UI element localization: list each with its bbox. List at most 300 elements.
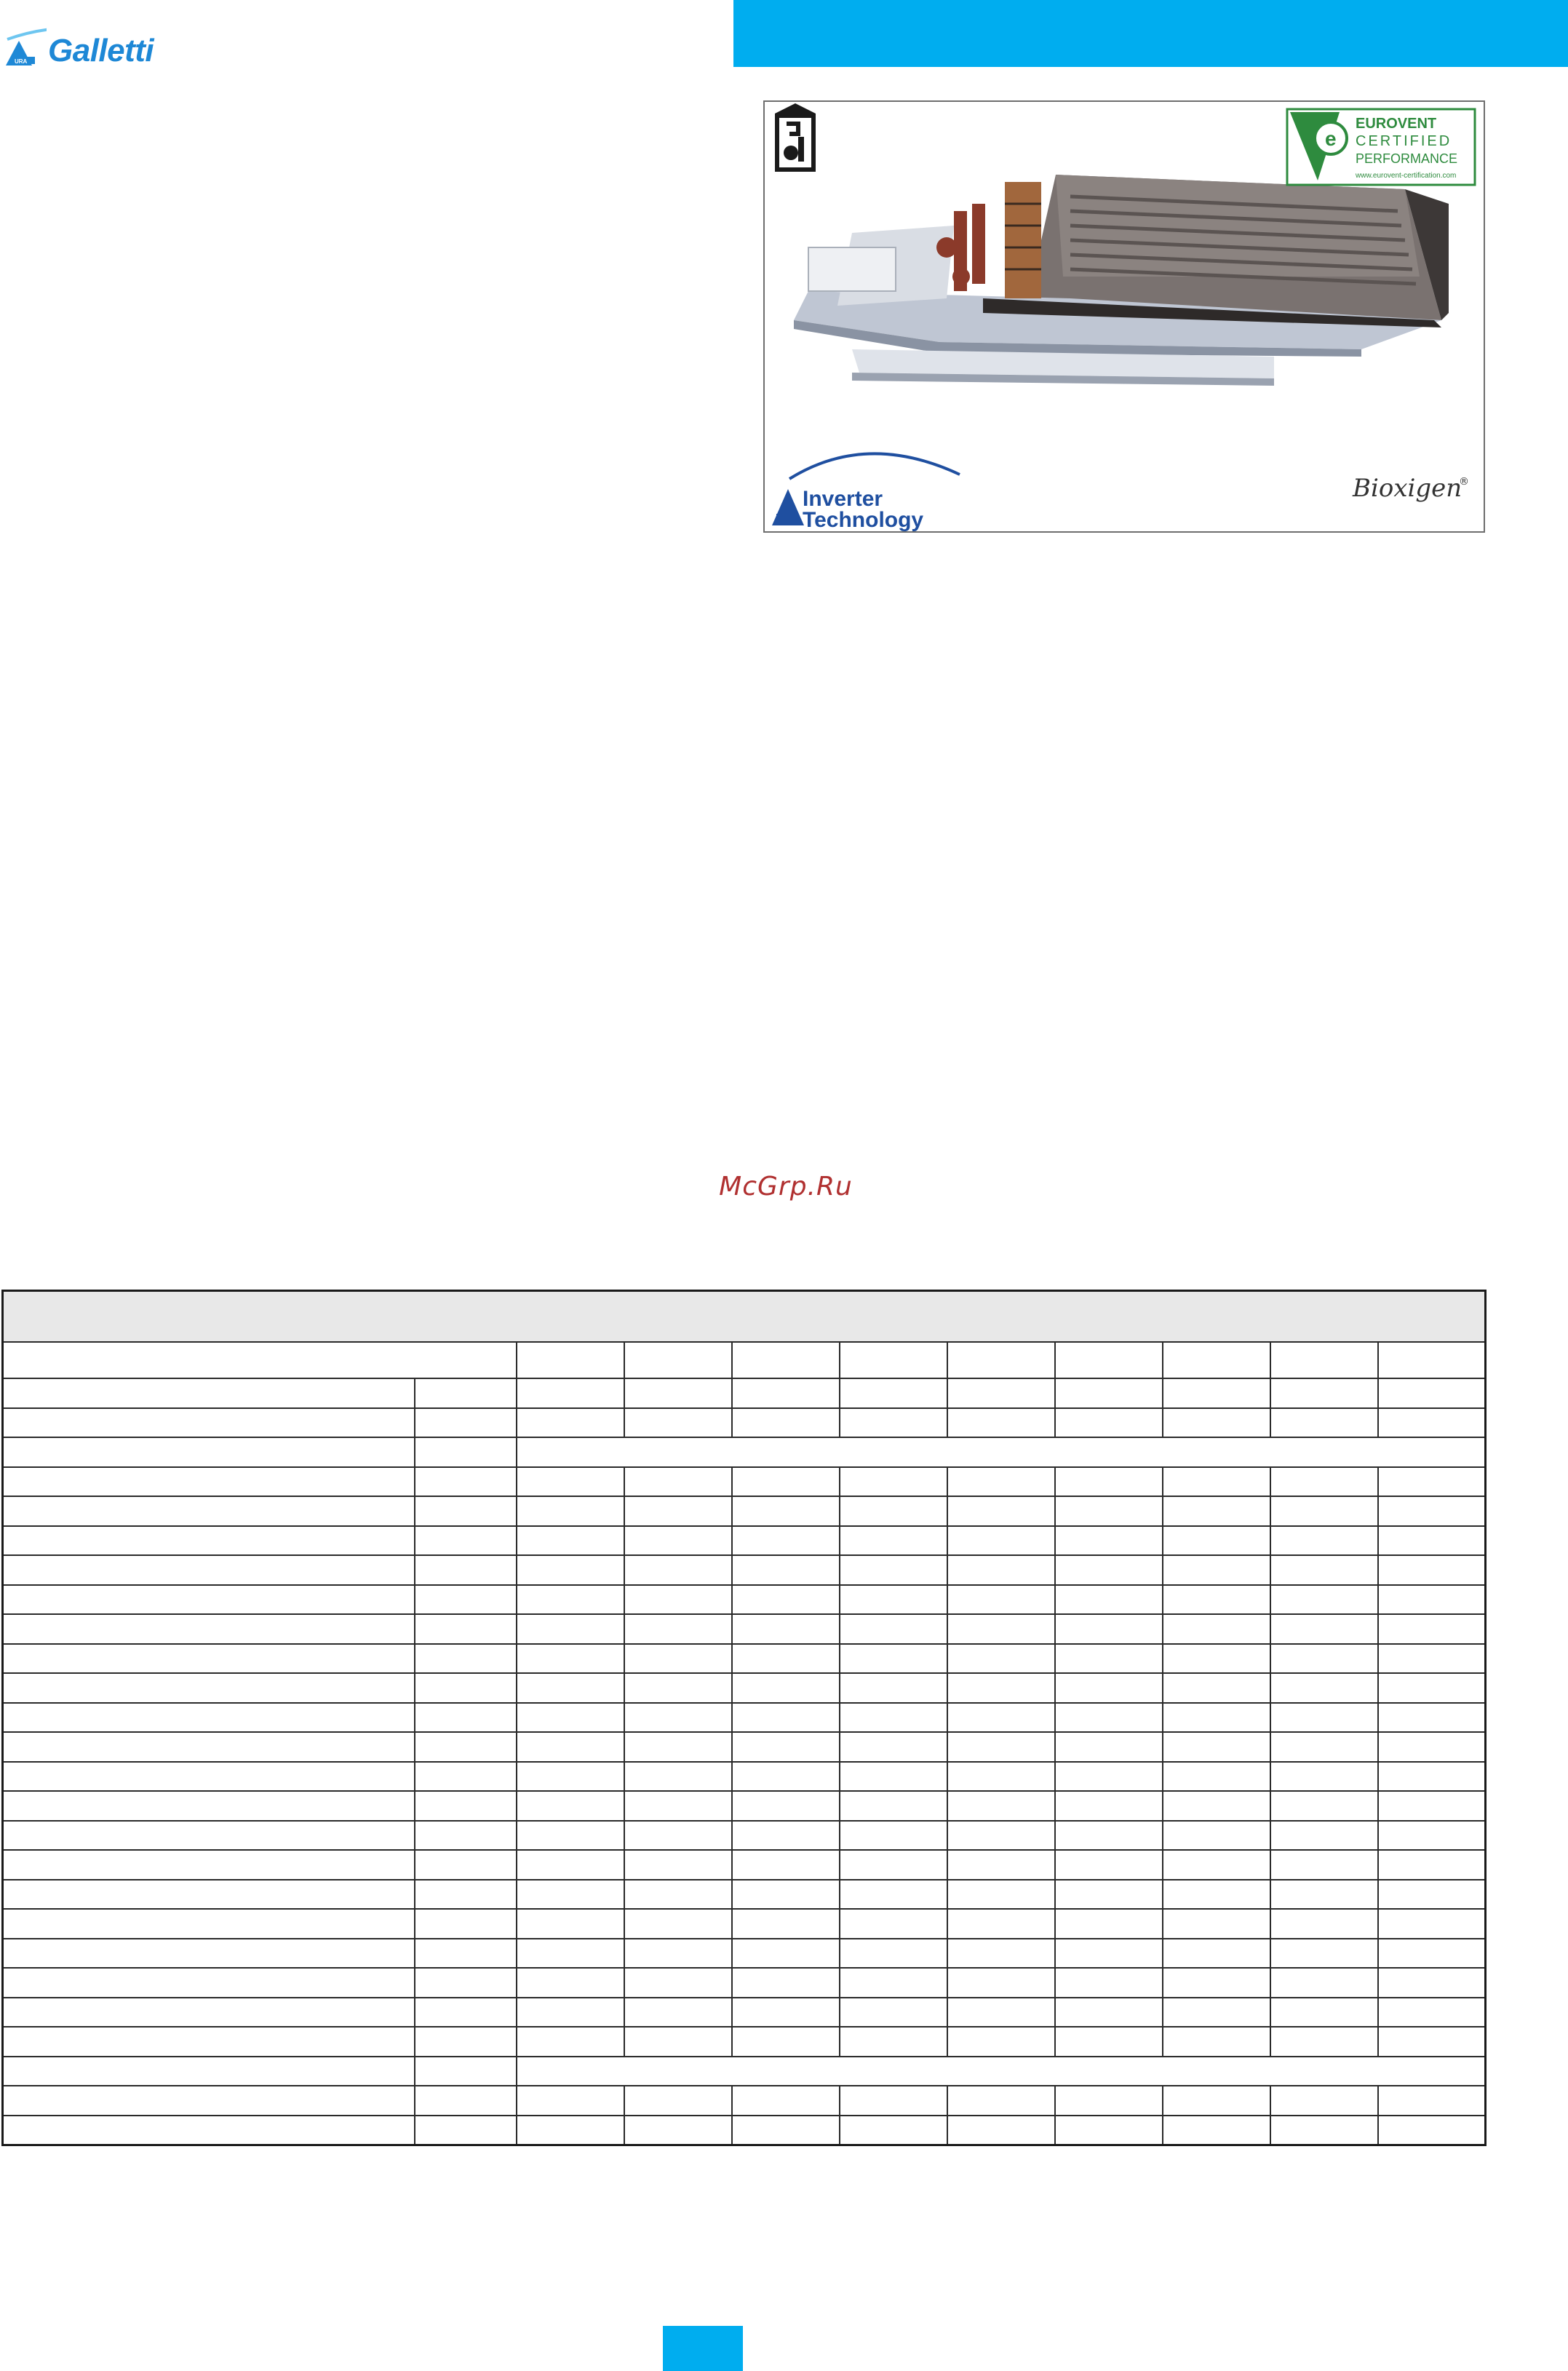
row-value-cell <box>947 2086 1055 2116</box>
table-row <box>3 1526 1486 1556</box>
row-unit-cell <box>415 1939 517 1969</box>
row-value-cell <box>1163 1732 1270 1762</box>
row-value-cell <box>1378 1644 1486 1674</box>
row-value-cell <box>624 1732 732 1762</box>
row-unit-cell <box>415 1791 517 1821</box>
row-value-cell <box>1378 1526 1486 1556</box>
row-value-cell <box>1378 1998 1486 2028</box>
product-photo <box>763 100 1485 533</box>
row-label-cell <box>3 1408 415 1438</box>
row-value-cell <box>1163 1968 1270 1998</box>
row-value-cell <box>1378 1821 1486 1851</box>
row-value-cell <box>1378 1909 1486 1939</box>
row-value-cell <box>624 1673 732 1703</box>
row-value-cell <box>947 1909 1055 1939</box>
row-unit-cell <box>415 1378 517 1408</box>
row-value-cell <box>1055 1408 1163 1438</box>
row-value-cell <box>624 1703 732 1733</box>
row-value-cell <box>947 1614 1055 1644</box>
row-unit-cell <box>415 1408 517 1438</box>
row-value-cell <box>624 1585 732 1615</box>
row-unit-cell <box>415 1703 517 1733</box>
row-value-cell <box>1270 1614 1378 1644</box>
row-unit-cell <box>415 1762 517 1792</box>
row-value-cell <box>840 1614 947 1644</box>
row-unit-cell <box>415 1437 517 1467</box>
row-value-cell <box>1055 1378 1163 1408</box>
eurovent-line1: EUROVENT <box>1356 116 1437 132</box>
row-value-cell <box>517 1909 624 1939</box>
row-value-cell <box>517 1526 624 1556</box>
row-value-cell <box>624 1821 732 1851</box>
table-row <box>3 1496 1486 1526</box>
row-value-cell <box>732 1880 840 1910</box>
row-value-cell <box>732 1467 840 1497</box>
table-row <box>3 1821 1486 1851</box>
row-value-cell <box>947 1526 1055 1556</box>
row-label-cell <box>3 1909 415 1939</box>
row-value-cell <box>624 1791 732 1821</box>
row-value-cell <box>517 2027 624 2057</box>
row-label-cell <box>3 1467 415 1497</box>
row-value-cell <box>840 1968 947 1998</box>
row-value-cell <box>1055 1732 1163 1762</box>
model-cell <box>1270 1342 1378 1378</box>
row-label-cell <box>3 2116 415 2145</box>
row-value-cell <box>1163 1880 1270 1910</box>
row-value-cell <box>1270 2116 1378 2145</box>
row-value-cell <box>517 1850 624 1880</box>
row-value-cell <box>1055 2027 1163 2057</box>
row-value-cell <box>840 1496 947 1526</box>
row-value-cell <box>732 1909 840 1939</box>
row-value-cell <box>517 1791 624 1821</box>
row-label-cell <box>3 1378 415 1408</box>
table-title <box>3 1291 1486 1343</box>
row-value-cell <box>1055 1585 1163 1615</box>
row-value-cell <box>517 1998 624 2028</box>
row-value-cell <box>947 1850 1055 1880</box>
row-value-cell <box>732 1614 840 1644</box>
row-value-cell <box>1055 1939 1163 1969</box>
row-value-cell <box>947 2027 1055 2057</box>
row-value-cell <box>517 1467 624 1497</box>
row-value-cell <box>732 1732 840 1762</box>
row-value-cell <box>624 2086 732 2116</box>
row-value-cell <box>1163 1791 1270 1821</box>
row-value-cell <box>624 1378 732 1408</box>
row-value-cell <box>1270 1968 1378 1998</box>
row-value-cell <box>1055 2086 1163 2116</box>
row-value-cell <box>1055 1526 1163 1556</box>
row-value-cell <box>517 2116 624 2145</box>
table-row <box>3 1880 1486 1910</box>
row-value-cell <box>732 1703 840 1733</box>
row-value-cell <box>732 1526 840 1556</box>
page-number-tab <box>663 2326 743 2371</box>
row-value-cell <box>732 1939 840 1969</box>
table-row <box>3 1762 1486 1792</box>
row-value-cell <box>1055 1850 1163 1880</box>
row-unit-cell <box>415 1614 517 1644</box>
row-value-cell <box>1378 1408 1486 1438</box>
row-value-cell <box>624 1555 732 1585</box>
row-value-cell <box>1055 1880 1163 1910</box>
row-value-cell <box>1163 1408 1270 1438</box>
row-value-cell <box>1055 1555 1163 1585</box>
row-value-cell <box>517 1703 624 1733</box>
row-value-cell <box>840 1732 947 1762</box>
row-unit-cell <box>415 1496 517 1526</box>
row-value-cell <box>1270 1939 1378 1969</box>
row-value-cell <box>624 1850 732 1880</box>
row-label-cell <box>3 1968 415 1998</box>
model-cell <box>517 1342 624 1378</box>
row-value-cell <box>1378 1673 1486 1703</box>
row-value-cell <box>1378 1939 1486 1969</box>
row-value-cell <box>732 2116 840 2145</box>
model-cell <box>624 1342 732 1378</box>
row-value-cell <box>1378 2027 1486 2057</box>
row-value-cell <box>1163 1939 1270 1969</box>
row-value-cell <box>1055 1673 1163 1703</box>
row-value-cell <box>732 1821 840 1851</box>
row-value-cell <box>1378 1496 1486 1526</box>
watermark: McGrp.Ru <box>719 1172 853 1202</box>
row-value-cell <box>840 1939 947 1969</box>
row-value-cell <box>1163 2027 1270 2057</box>
row-unit-cell <box>415 1850 517 1880</box>
row-label-cell <box>3 1673 415 1703</box>
row-value-cell <box>1163 1673 1270 1703</box>
row-value-cell <box>840 1703 947 1733</box>
model-cell <box>947 1342 1055 1378</box>
row-value-cell <box>732 1850 840 1880</box>
installation-class-icon <box>775 103 816 172</box>
row-value-cell <box>1378 1378 1486 1408</box>
row-value-cell <box>1163 1614 1270 1644</box>
header-label-cell <box>3 1342 517 1378</box>
row-value-cell <box>517 1939 624 1969</box>
row-value-cell <box>1378 2086 1486 2116</box>
table-row <box>3 1673 1486 1703</box>
row-label-cell <box>3 1614 415 1644</box>
row-value-cell <box>840 2116 947 2145</box>
row-unit-cell <box>415 2057 517 2086</box>
row-value-cell <box>1163 1467 1270 1497</box>
row-value-cell <box>1378 1555 1486 1585</box>
row-value-cell <box>1163 1644 1270 1674</box>
row-value-cell <box>624 1614 732 1644</box>
row-label-cell <box>3 2057 415 2086</box>
row-value-cell <box>947 1880 1055 1910</box>
row-value-cell <box>947 1703 1055 1733</box>
row-value-cell <box>840 1998 947 2028</box>
row-value-cell <box>1163 1762 1270 1792</box>
row-unit-cell <box>415 1821 517 1851</box>
row-unit-cell <box>415 1585 517 1615</box>
row-value-cell <box>1270 1791 1378 1821</box>
table-row <box>3 1555 1486 1585</box>
row-label-cell <box>3 1732 415 1762</box>
row-label-cell <box>3 1880 415 1910</box>
row-value-cell <box>624 1939 732 1969</box>
row-value-cell <box>840 1555 947 1585</box>
row-value-cell <box>517 1614 624 1644</box>
fan-coil-unit-image <box>794 175 1449 386</box>
row-value-cell <box>1163 1496 1270 1526</box>
row-value-cell <box>947 2116 1055 2145</box>
row-value-cell <box>840 1880 947 1910</box>
model-cell <box>840 1342 947 1378</box>
row-value-cell <box>1378 1762 1486 1792</box>
row-value-cell <box>840 1762 947 1792</box>
row-value-cell <box>624 2027 732 2057</box>
row-value-cell <box>1378 1880 1486 1910</box>
row-value-cell <box>517 1968 624 1998</box>
row-value-cell <box>1378 2116 1486 2145</box>
eurovent-url: www.eurovent-certification.com <box>1356 172 1457 180</box>
row-value-cell <box>732 2027 840 2057</box>
row-value-cell <box>517 1762 624 1792</box>
row-value-cell <box>1270 1496 1378 1526</box>
row-value-cell <box>732 1585 840 1615</box>
row-value-cell <box>1163 2086 1270 2116</box>
inverter-technology-badge <box>772 453 960 531</box>
table-row <box>3 1939 1486 1969</box>
inverter-line2: Technology <box>803 508 924 531</box>
table-row <box>3 1998 1486 2028</box>
row-unit-cell <box>415 1732 517 1762</box>
row-unit-cell <box>415 1467 517 1497</box>
row-value-cell <box>947 1408 1055 1438</box>
table-body <box>3 1342 1486 2145</box>
row-value-cell <box>1270 2086 1378 2116</box>
table-row <box>3 1850 1486 1880</box>
row-value-cell <box>1270 2027 1378 2057</box>
row-value-cell <box>624 1467 732 1497</box>
row-value-cell <box>1270 1703 1378 1733</box>
row-value-cell <box>732 1644 840 1674</box>
table-row <box>3 2027 1486 2057</box>
model-cell <box>1163 1342 1270 1378</box>
row-value-cell <box>732 1968 840 1998</box>
row-value-cell <box>947 1998 1055 2028</box>
row-value-cell <box>1378 1467 1486 1497</box>
row-value-cell <box>517 1555 624 1585</box>
row-value-cell <box>1055 1791 1163 1821</box>
table-row <box>3 2116 1486 2145</box>
row-value-cell <box>1270 1555 1378 1585</box>
row-value-cell <box>1055 1467 1163 1497</box>
row-unit-cell <box>415 1644 517 1674</box>
row-value-cell <box>1270 1585 1378 1615</box>
row-value-cell <box>1163 1909 1270 1939</box>
row-unit-cell <box>415 1968 517 1998</box>
specification-table <box>1 1290 1487 2146</box>
row-value-cell <box>1270 1762 1378 1792</box>
model-cell <box>1378 1342 1486 1378</box>
row-value-cell <box>840 1644 947 1674</box>
row-value-cell <box>1163 1585 1270 1615</box>
row-value-cell <box>732 1408 840 1438</box>
row-merged-value-cell <box>517 1437 1486 1467</box>
row-value-cell <box>840 2086 947 2116</box>
row-label-cell <box>3 2027 415 2057</box>
row-value-cell <box>1270 1526 1378 1556</box>
row-value-cell <box>947 1644 1055 1674</box>
row-value-cell <box>840 2027 947 2057</box>
row-value-cell <box>624 1408 732 1438</box>
row-value-cell <box>1378 1968 1486 1998</box>
row-label-cell <box>3 1939 415 1969</box>
row-value-cell <box>1163 1998 1270 2028</box>
row-value-cell <box>517 1673 624 1703</box>
row-value-cell <box>1055 1821 1163 1851</box>
row-value-cell <box>624 1880 732 1910</box>
table-row <box>3 1968 1486 1998</box>
table-row <box>3 1378 1486 1408</box>
row-unit-cell <box>415 2027 517 2057</box>
row-label-cell <box>3 1644 415 1674</box>
row-value-cell <box>624 2116 732 2145</box>
row-value-cell <box>517 1821 624 1851</box>
row-value-cell <box>624 1526 732 1556</box>
row-value-cell <box>840 1909 947 1939</box>
row-merged-value-cell <box>517 2057 1486 2086</box>
row-value-cell <box>1055 1998 1163 2028</box>
row-label-cell <box>3 1998 415 2028</box>
row-value-cell <box>624 1496 732 1526</box>
row-value-cell <box>732 1378 840 1408</box>
row-value-cell <box>732 1496 840 1526</box>
row-value-cell <box>1378 1791 1486 1821</box>
table-row <box>3 1614 1486 1644</box>
eurovent-certified-badge <box>1287 109 1475 185</box>
row-value-cell <box>947 1555 1055 1585</box>
row-value-cell <box>1163 1555 1270 1585</box>
row-value-cell <box>947 1673 1055 1703</box>
row-value-cell <box>517 2086 624 2116</box>
row-value-cell <box>947 1585 1055 1615</box>
row-value-cell <box>947 1762 1055 1792</box>
row-value-cell <box>624 1644 732 1674</box>
row-value-cell <box>1270 1850 1378 1880</box>
row-unit-cell <box>415 1998 517 2028</box>
row-value-cell <box>1055 1703 1163 1733</box>
row-label-cell <box>3 1496 415 1526</box>
row-value-cell <box>1055 2116 1163 2145</box>
row-label-cell <box>3 2086 415 2116</box>
row-value-cell <box>1055 1614 1163 1644</box>
row-value-cell <box>624 1762 732 1792</box>
bioxigen-reg: ® <box>1459 476 1469 488</box>
row-value-cell <box>1270 1821 1378 1851</box>
row-value-cell <box>517 1408 624 1438</box>
row-label-cell <box>3 1555 415 1585</box>
row-label-cell <box>3 1791 415 1821</box>
row-value-cell <box>1378 1585 1486 1615</box>
row-value-cell <box>1378 1850 1486 1880</box>
table-title-row <box>3 1291 1486 1343</box>
model-cell <box>1055 1342 1163 1378</box>
row-value-cell <box>1270 1467 1378 1497</box>
row-value-cell <box>1163 2116 1270 2145</box>
row-value-cell <box>947 1821 1055 1851</box>
row-value-cell <box>947 1378 1055 1408</box>
row-value-cell <box>947 1732 1055 1762</box>
bioxigen-logo <box>1352 474 1469 503</box>
row-unit-cell <box>415 2086 517 2116</box>
bioxigen-text: Bioxigen <box>1353 474 1462 503</box>
row-value-cell <box>1270 1732 1378 1762</box>
header-bar <box>733 0 1568 67</box>
row-value-cell <box>1163 1821 1270 1851</box>
model-cell <box>732 1342 840 1378</box>
row-value-cell <box>1055 1909 1163 1939</box>
row-value-cell <box>840 1408 947 1438</box>
svg-text:e: e <box>1325 127 1337 150</box>
brand-swoosh-icon <box>3 23 47 67</box>
row-value-cell <box>517 1378 624 1408</box>
row-value-cell <box>624 1998 732 2028</box>
galletti-logo <box>3 16 154 67</box>
row-value-cell <box>517 1880 624 1910</box>
row-value-cell <box>1163 1850 1270 1880</box>
table-row-merged <box>3 1437 1486 1467</box>
row-value-cell <box>517 1585 624 1615</box>
row-value-cell <box>1270 1644 1378 1674</box>
model-header-row <box>3 1342 1486 1378</box>
table-row <box>3 1791 1486 1821</box>
row-value-cell <box>1378 1703 1486 1733</box>
row-value-cell <box>1163 1526 1270 1556</box>
row-value-cell <box>1270 1408 1378 1438</box>
row-value-cell <box>1055 1644 1163 1674</box>
row-value-cell <box>1163 1703 1270 1733</box>
row-value-cell <box>732 1762 840 1792</box>
row-unit-cell <box>415 1909 517 1939</box>
row-value-cell <box>1055 1762 1163 1792</box>
svg-text:URA: URA <box>15 58 28 65</box>
row-value-cell <box>732 1555 840 1585</box>
brand-name: Galletti <box>48 33 154 68</box>
row-label-cell <box>3 1703 415 1733</box>
eurovent-line2: CERTIFIED <box>1356 133 1452 149</box>
row-value-cell <box>1270 1673 1378 1703</box>
table-row <box>3 1644 1486 1674</box>
row-value-cell <box>947 1939 1055 1969</box>
row-value-cell <box>840 1526 947 1556</box>
row-value-cell <box>732 1791 840 1821</box>
row-value-cell <box>517 1644 624 1674</box>
row-unit-cell <box>415 1526 517 1556</box>
row-value-cell <box>947 1467 1055 1497</box>
row-value-cell <box>517 1732 624 1762</box>
row-label-cell <box>3 1437 415 1467</box>
row-label-cell <box>3 1821 415 1851</box>
table-row <box>3 1585 1486 1615</box>
row-label-cell <box>3 1526 415 1556</box>
table-row <box>3 1732 1486 1762</box>
row-value-cell <box>1378 1614 1486 1644</box>
row-value-cell <box>1055 1496 1163 1526</box>
row-value-cell <box>1270 1909 1378 1939</box>
row-value-cell <box>947 1968 1055 1998</box>
table-row <box>3 1467 1486 1497</box>
row-value-cell <box>732 1998 840 2028</box>
row-value-cell <box>624 1909 732 1939</box>
